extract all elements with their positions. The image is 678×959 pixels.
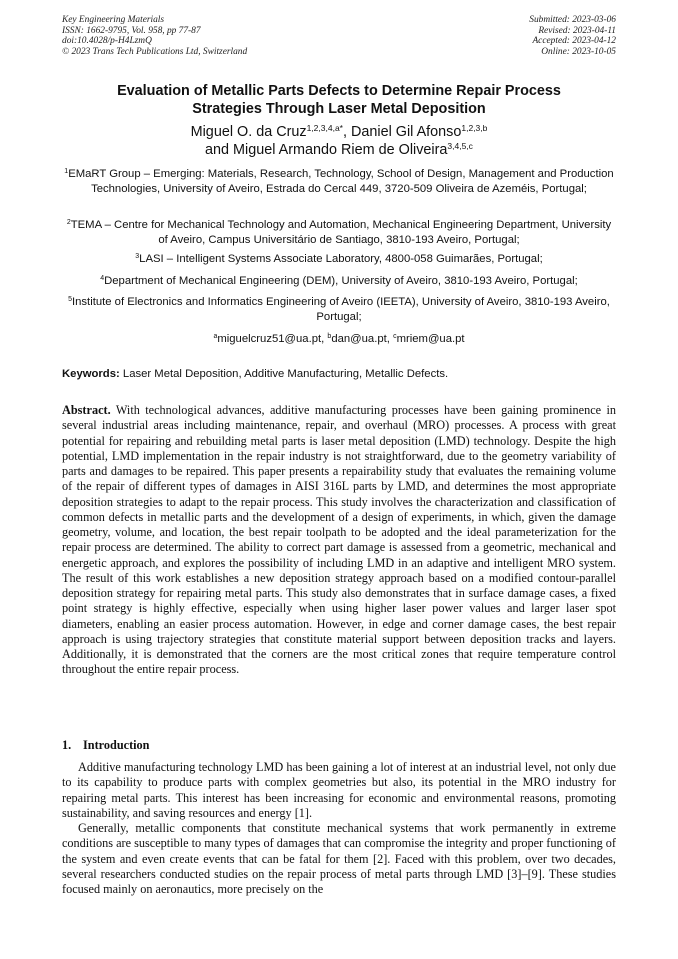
abstract-label: Abstract. xyxy=(62,403,111,417)
affiliation-2 xyxy=(62,218,616,248)
abstract-text: With technological advances, additive manufacturing processes have been gaining prominence in several industrial areas including maintenance, repair, and overhaul (MRO) processes. A process with great potential for repairing and rebuilding metal parts is laser metal deposition (LMD) technology. Despite the high potential, LMD implementation in the repair industry is not straightforward, due to the geometry variability of parts and damages to be repaired. This paper presents a repairability study that evaluates the remaining volume of the repair of different types of damages in AISI 316L parts by LMD, and determines the most appropriate deposition strategies to adapt to the repair process. This study involves the characterization and classification of common defects in metallic parts and the development of a design of experiments, in which, given the damage geometry, volume, and location, the best repair toolpath to be adopted and the ideal parameterization for the repair process are determined. The ability to correct part damage is assessed from a geometric, mechanical and energetic approach, and explores the possibility of including LMD in an adaptive and intelligent MRO system. The result of this work establishes a new deposition strategy approach based on a modified contour-parallel deposition strategy for repairing metal parts. This study also demonstrates that in surface damage cases, a fixed point strategy is highly effective, especially when using higher laser power values and larger laser spot diameters, enabling an easier process automation. However, in edge and corner damage cases, the best repair approach is using trajectory strategies that constitute material support between deposition tracks and layers. Additionally, it is demonstrated that the corners are the most critical zones that require temperature control throughout the entire repair process. xyxy=(62,403,616,677)
author-name: and Miguel Armando Riem de Oliveira xyxy=(205,141,448,158)
affiliation-text: LASI – Intelligent Systems Associate Laboratory, 4800-058 Guimarães, Portugal; xyxy=(139,253,543,265)
journal-name: Key Engineering Materials xyxy=(62,15,165,25)
paragraph: Additive manufacturing technology LMD has been gaining a lot of interest at an industrial level, not only due to its capability to produce parts with complex geometries but also, its potential in the MRO industry for repairing metal parts. This interest has been increasing for economic and environmental reasons, promoting sustainability, and saving resources and energy [1]. xyxy=(62,760,616,820)
author-affiliation-marks: 3,4,5,c xyxy=(447,140,473,151)
section-number: 1. xyxy=(62,738,72,752)
abstract-block xyxy=(62,403,616,678)
affiliation-text: TEMA – Centre for Mechanical Technology and Automation, Mechanical Engineering Department, University of Aveiro, Campus Universitário de Santiago, 3810-193 Aveiro, Portugal; xyxy=(70,219,612,246)
affiliation-mark: 4 xyxy=(100,275,105,282)
accepted-date: Accepted: 2023-04-12 xyxy=(532,36,616,47)
author-name: Daniel Gil Afonso xyxy=(350,124,462,140)
online-date: Online: 2023-10-05 xyxy=(541,46,616,57)
author-affiliation-marks: 1,2,3,b xyxy=(461,123,488,133)
affiliation-text: Department of Mechanical Engineering (DEM), University of Aveiro, 3810-193 Aveiro, Portugal; xyxy=(104,275,578,287)
email-address[interactable]: miguelcruz51@ua.pt xyxy=(217,333,322,345)
email-separator: , xyxy=(386,333,394,345)
affiliation-mark: 2 xyxy=(66,219,71,226)
revised-date: Revised: 2023-04-11 xyxy=(538,25,616,36)
title-line-2: Strategies Through Laser Metal Deposition xyxy=(192,100,486,117)
author-list xyxy=(62,124,616,159)
email-list xyxy=(62,332,616,347)
journal-header xyxy=(62,15,247,57)
dates-header xyxy=(529,15,616,57)
affiliation-5 xyxy=(62,295,616,325)
copyright-line: © 2023 Trans Tech Publications Ltd, Switzerland xyxy=(62,46,248,57)
paragraph: Generally, metallic components that constitute mechanical systems that work permanently in extreme conditions are susceptible to many types of damages that can compromise the integrity and proper functioning of the system and even create events that can be fatal for them [2]. Faced with this problem, over two decades, several researchers conducted studies on the repair process of metal parts through LMD [3]–[9]. These studies focused mainly on aeronautics, more precisely on the xyxy=(62,821,616,896)
author-line-1 xyxy=(62,124,616,142)
author-separator: , xyxy=(342,124,351,140)
introduction-body xyxy=(62,760,616,897)
issn-line: ISSN: 1662-9795, Vol. 958, pp 77-87 xyxy=(62,25,201,36)
email-mark: c xyxy=(393,333,397,340)
affiliation-4 xyxy=(62,274,616,289)
author-name: Miguel O. da Cruz xyxy=(190,124,307,140)
affiliation-text: Institute of Electronics and Informatics Engineering of Aveiro (IEETA), University of Aveiro, 3810-193 Aveiro, Portugal; xyxy=(71,296,610,323)
email-mark: b xyxy=(327,333,332,340)
keywords-label: Keywords: xyxy=(62,368,120,380)
doi-line: doi:10.4028/p-H4LzmQ xyxy=(62,36,152,47)
author-line-2 xyxy=(62,142,616,160)
affiliation-mark: 3 xyxy=(135,253,140,260)
email-address[interactable]: mriem@ua.pt xyxy=(396,333,465,345)
title-line-1: Evaluation of Metallic Parts Defects to Determine Repair Process xyxy=(117,83,561,99)
section-heading xyxy=(62,738,149,753)
paper-title xyxy=(62,83,616,118)
email-address[interactable]: dan@ua.pt xyxy=(331,333,387,345)
affiliation-3 xyxy=(62,252,616,267)
email-mark: a xyxy=(213,333,218,340)
affiliation-mark: 1 xyxy=(64,168,69,175)
affiliation-mark: 5 xyxy=(68,296,72,303)
email-separator: , xyxy=(321,333,328,345)
submitted-date: Submitted: 2023-03-06 xyxy=(529,15,616,25)
section-title: Introduction xyxy=(83,738,150,752)
affiliation-1 xyxy=(62,167,616,197)
author-affiliation-marks: 1,2,3,4,a* xyxy=(306,123,343,133)
affiliation-text: EMaRT Group – Emerging: Materials, Research, Technology, School of Design, Management and Production Technologies, University of Aveiro, Estrada do Cercal 449, 3720-509 Oliveira de Azeméis, Portugal; xyxy=(68,168,614,195)
keywords-line xyxy=(62,367,616,382)
keywords-text: Laser Metal Deposition, Additive Manufacturing, Metallic Defects. xyxy=(122,368,449,380)
